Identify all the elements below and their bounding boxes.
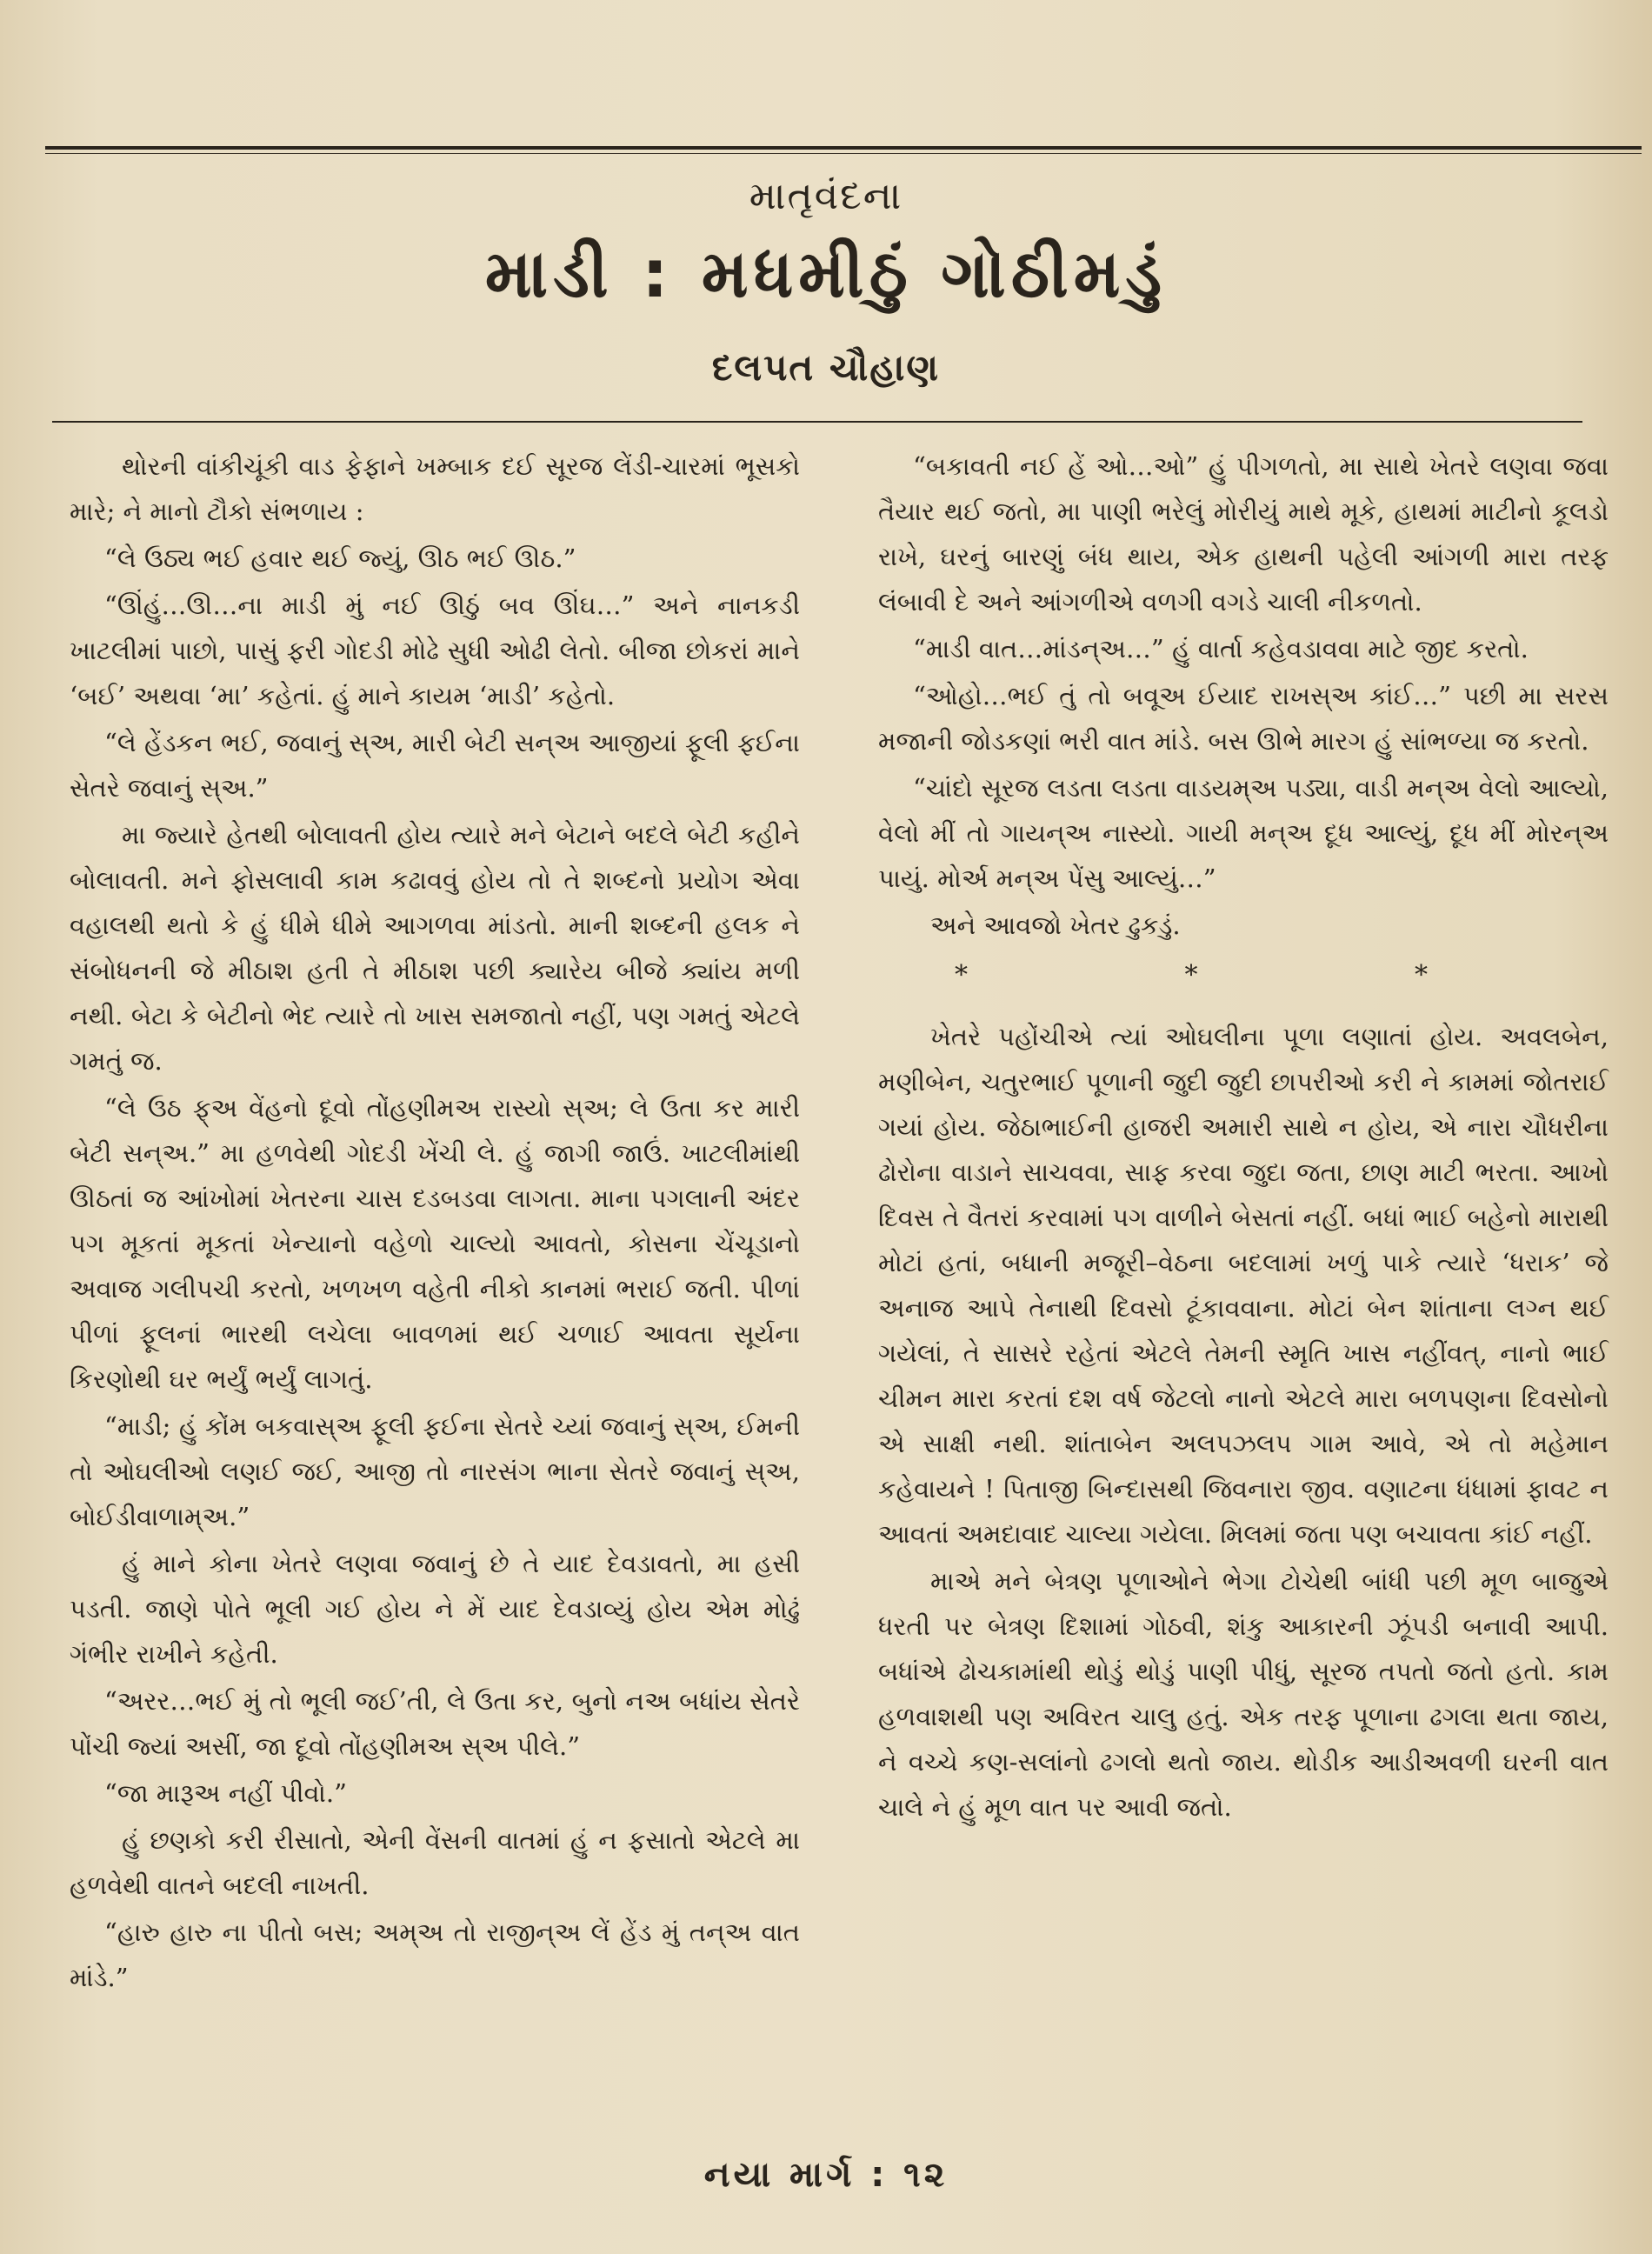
article-title: માડી : મધમીઠું ગોઠીમડું: [484, 235, 1168, 312]
paragraph: મા જ્યારે હેતથી બોલાવતી હોય ત્યારે મને બેટાને બદલે બેટી કહીને બોલાવતી. મને ફોસલાવી કામ કઢાવવું હોય તો તે શબ્દનો પ્રયોગ એવા વહાલથી થતો કે હું ધીમે ધીમે આગળવા માંડતો. માની શબ્દની હલક ને સંબોધનની જે મીઠાશ હતી તે મીઠાશ પછી ક્યારેય બીજે ક્યાંય મળી નથી. બેટા કે બેટીનો ભેદ ત્યારે તો ખાસ સમજાતો નહીં, પણ ગમતું એટલે ગમતું જ.: [70, 820, 800, 1076]
paragraph: માએ મને બેત્રણ પૂળાઓને ભેગા ટોચેથી બાંધી પછી મૂળ બાજુએ ધરતી પર બેત્રણ દિશામાં ગોઠવી, શંકુ આકારની ઝૂંપડી બનાવી આપી. બધાંએ ઢોચકામાંથી થોડું થોડું પાણી પીધું, સૂરજ તપતો જતો હતો. કામ હળવાશથી પણ અવિરત ચાલુ હતું. એક તરફ પૂળાના ઢગલા થતા જાય, ને વચ્ચે કણ-સલાંનો ઢગલો થતો જાય. થોડીક આડીઅવળી ઘરની વાત ચાલે ને હું મૂળ વાત પર આવી જતો.: [878, 1566, 1609, 1822]
section-heading: માતૃવંદના: [749, 174, 903, 218]
paragraph: હું છણકો કરી રીસાતો, એની વેંસની વાતમાં હું ન ફસાતો એટલે મા હળવેથી વાતને બદલી નાખતી.: [70, 1825, 800, 1900]
paragraph: “માડી વાત…માંડન્અ…” હું વાર્તા કહેવડાવવા માટે જીદ કરતો.: [913, 634, 1529, 664]
right-column: [878, 443, 1609, 1831]
paragraph: “લે હેંડકન ભઈ, જવાનું સ્અ, મારી બેટી સન્અ આજીયાં ફૂલી ફઈના સેતરે જવાનું સ્અ.”: [70, 728, 800, 803]
paragraph: “લે ઉઠ ફ્અ વેંહનો દૂવો તોંહણીમઅ રાસ્યો સ્અ; લે ઉતા કર મારી બેટી સન્અ.” મા હળવેથી ગોદડી ખેંચી લે. હું જાગી જાઉં. ખાટલીમાંથી ઊઠતાં જ આંખોમાં ખેતરના ચાસ દડબડવા લાગતા. માના પગલાની અંદર પગ મૂકતાં મૂકતાં ખેન્યાનો વહેળો ચાલ્યો આવતો, કોસના ચેંચૂડાનો અવાજ ગલીપચી કરતો, ખળખળ વહેતી નીકો કાનમાં ભરાઈ જતી. પીળાં પીળાં ફૂલનાં ભારથી લચેલા બાવળમાં થઈ ચળાઈ આવતા સૂર્યના કિરણોથી ઘર ભર્યું ભર્યું લાગતું.: [70, 1093, 800, 1394]
article-author: દલપત ચૌહાણ: [711, 346, 941, 389]
paragraph: હું માને કોના ખેતરે લણવા જવાનું છે તે યાદ દેવડાવતો, મા હસી પડતી. જાણે પોતે ભૂલી ગઈ હોય ને મેં યાદ દેવડાવ્યું હોય એમ મોઢું ગંભીર રાખીને કહેતી.: [70, 1549, 800, 1669]
top-rule-thin: [45, 153, 1642, 154]
left-column: [70, 443, 800, 2002]
paragraph: “બકાવતી નઈ હેં ઓ…ઓ” હું પીગળતો, મા સાથે ખેતરે લણવા જવા તૈયાર થઈ જતો, મા પાણી ભરેલું મોરીયું માથે મૂકે, હાથમાં માટીનો કૂલડો રાખે, ઘરનું બારણું બંધ થાય, એક હાથની પહેલી આંગળી મારા તરફ લંબાવી દે અને આંગળીએ વળગી વગડે ચાલી નીકળતો.: [878, 451, 1609, 617]
title-rule: [52, 421, 1582, 423]
paragraph: “માડી; હું કોંમ બકવાસ્અ ફૂલી ફઈના સેતરે ચ્યાં જવાનું સ્અ, ઈમની તો ઓઘલીઓ લણઈ જઈ, આજી તો નારસંગ ભાના સેતરે જવાનું સ્અ, બોઈડીવાળામ્અ.”: [70, 1411, 800, 1531]
paragraph: “જા મારૂઅ નહીં પીવો.”: [104, 1778, 347, 1808]
paragraph: “ઊંહું…ઊ…ના માડી મું નઈ ઊઠું બવ ઊંઘ…” અને નાનકડી ખાટલીમાં પાછો, પાસું ફરી ગોદડી મોઢે સુધી ઓઢી લેતો. બીજા છોકરાં માને ‘બઈ’ અથવા ‘મા’ કહેતાં. હું માને કાયમ ‘માડી’ કહેતો.: [70, 590, 800, 710]
top-rule: [45, 146, 1642, 150]
paragraph: ખેતરે પહોંચીએ ત્યાં ઓઘલીના પૂળા લણાતાં હોય. અવલબેન, મણીબેન, ચતુરભાઈ પૂળાની જુદી જુદી છાપરીઓ કરી ને કામમાં જોતરાઈ ગયાં હોય. જેઠાભાઈની હાજરી અમારી સાથે ન હોય, એ નારા ચૌધરીના ઢોરોના વાડાને સાચવવા, સાફ કરવા જુદા જતા, છાણ માટી ભરતા. આખો દિવસ તે વૈતરાં કરવામાં પગ વાળીને બેસતાં નહીં. બધાં ભાઈ બહેનો મારાથી મોટાં હતાં, બધાની મજૂરી–વેઠના બદલામાં ખળું પાકે ત્યારે ‘ધરાક’ જે અનાજ આપે તેનાથી દિવસો ટૂંકાવવાના. મોટાં બેન શાંતાના લગ્ન થઈ ગયેલાં, તે સાસરે રહેતાં એટલે તેમની સ્મૃતિ ખાસ નહીંવત્, નાનો ભાઈ ચીમન મારા કરતાં દશ વર્ષ જેટલો નાનો એટલે મારા બળપણના દિવસોનો એ સાક્ષી નથી. શાંતાબેન અલપઝલપ ગામ આવે, એ તો મહેમાન કહેવાયને ! પિતાજી બિન્દાસથી જિવનારા જીવ. વણાટના ધંધામાં ફાવટ ન આવતાં અમદાવાદ ચાલ્યા ગયેલા. મિલમાં જતા પણ બચાવતા કાંઈ નહીં.: [878, 1022, 1609, 1549]
section-separator: * * *: [954, 960, 1533, 990]
paragraph: “લે ઉઠ્ય ભઈ હવાર થઈ જ્યું, ઊઠ ભઈ ઊઠ.”: [104, 543, 576, 573]
paragraph: “ચાંદો સૂરજ લડતા લડતા વાડયમ્અ પડ્યા, વાડી મન્અ વેલો આલ્યો, વેલો મીં તો ગાયન્અ નાસ્યો. ગાયી મન્અ દૂધ આલ્યું, દૂધ મીં મોરન્અ પાયું. મોર્અ મન્અ પેંસુ આલ્યું…”: [878, 773, 1609, 893]
paragraph: “ઓહો…ભઈ તું તો બવૂઅ ઈયાદ રાખસ્અ કાંઈ…” પછી મા સરસ મજાની જોડકણાં ભરી વાત માંડે. બસ ઊભે મારગ હું સાંભળ્યા જ કરતો.: [878, 681, 1609, 756]
paragraph: “હારુ હારુ ના પીતો બસ; અમ્અ તો રાજીન્અ લેં હેંડ મું તન્અ વાત માંડે.”: [70, 1917, 800, 1992]
paragraph: અને આવજો ખેતર ઢુકડું.: [930, 910, 1181, 940]
paragraph: “અરર…ભઈ મું તો ભૂલી જઈ’તી, લે ઉતા કર, બુનો નઅ બધાંય સેતરે પોંચી જ્યાં અસીં, જા દૂવો તોંહણીમઅ સ્અ પીલે.”: [70, 1686, 800, 1761]
paragraph: થોરની વાંકીચૂંકી વાડ ફેફાને ખમ્બાક દઈ સૂરજ લેંડી-ચારમાં ભૂસકો મારે; ને માનો ટૌકો સંભળાય :: [70, 451, 800, 526]
page-footer: નયા માર્ગ : ૧૨: [703, 2155, 949, 2195]
